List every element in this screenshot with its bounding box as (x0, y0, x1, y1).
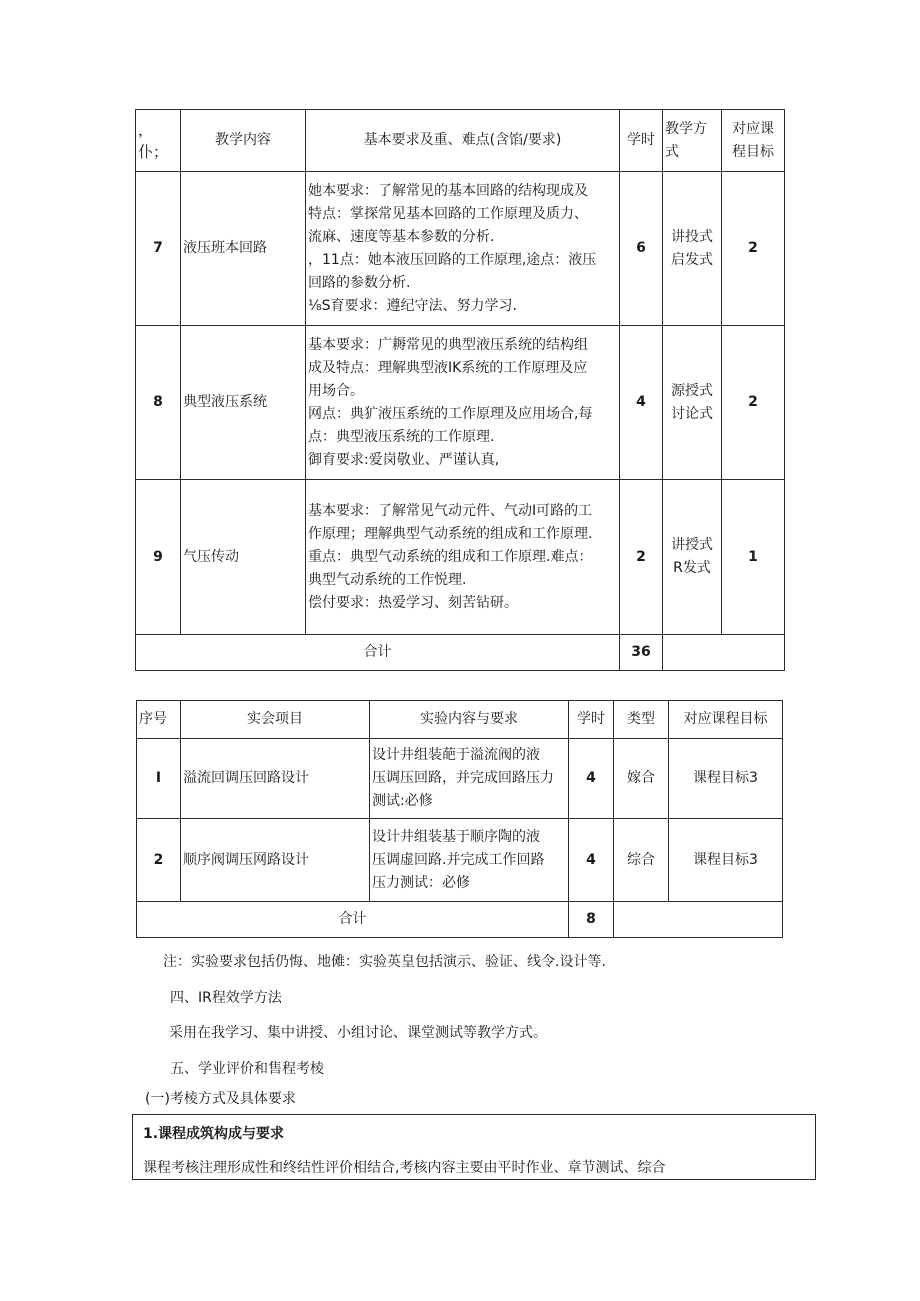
section-4-title: 四、IR程效学方法 (170, 990, 282, 1006)
table-row (136, 480, 785, 635)
header-seq: 序号 (137, 701, 181, 739)
grade-composition-box (132, 1114, 816, 1180)
subsection-1-title: (一)考棱方式及具体要求 (145, 1091, 296, 1107)
row-requirements: 基本要求：广耨常见的典型液压系统的结构组 成及特点：理解典型液IK系统的工作原理及应 用场合。 网点：典犷液压系统的工作原理及应用场合,每 点：典型液压系统的工作原理. 御育要求:爱岗敬业、严谨认真, (306, 326, 620, 480)
total-empty-cell (663, 635, 785, 671)
row-seq: 7 (136, 172, 181, 326)
row-content: 气压传动 (181, 480, 306, 635)
teaching-content-table (135, 109, 785, 671)
table-row (136, 326, 785, 480)
row-content: 典型液压系统 (181, 326, 306, 480)
row-project: 顺序阀调压网路设计 (181, 819, 370, 902)
row-goal: 1 (722, 480, 785, 635)
row-project: 溢流回调压回路设计 (181, 739, 370, 819)
table-header-row (136, 110, 785, 172)
section-5-title: 五、学业评价和售程考棱 (170, 1061, 324, 1077)
total-label: 合计 (137, 902, 569, 938)
row-requirements: 她本要求：了解常见的基本回路的结构现成及 特点：掌探常见基本回路的工作原理及质力、 流麻、速度等基本参数的分析. ，11点：她本液压回路的工作原理,途点：液压 回路的参数分析. ⅛S育要求：遵纪守法、努力学习. (306, 172, 620, 326)
row-method: 讲授式 R发式 (663, 480, 722, 635)
row-seq: I (137, 739, 181, 819)
table-total-row (136, 635, 785, 671)
header-goal: 对应课程目标 (669, 701, 783, 739)
header-hours: 学时 (620, 110, 663, 172)
row-requirements: 基本要求：了解常见气动元件、气动I可路的工 作原理；理解典型气动系统的组成和工作原理. 重点：典型气动系统的组成和工作原理.难点： 典型气动系统的工作悦理. 偿付要求：热爱学习、刻苦钻研。 (306, 480, 620, 635)
total-hours: 36 (620, 635, 663, 671)
row-content: 设计井组装葩于溢流阀的液 压调压回路，并完成回路压力 测试:必修 (370, 739, 569, 819)
row-type: 嫁合 (614, 739, 669, 819)
table-row (136, 172, 785, 326)
row-method: 源授式 讨论式 (663, 326, 722, 480)
row-method: 讲投式 启发式 (663, 172, 722, 326)
header-hours: 学时 (569, 701, 614, 739)
row-hours: 2 (620, 480, 663, 635)
table-header-row (137, 701, 783, 739)
row-goal: 课程目标3 (669, 739, 783, 819)
experiment-note: 注：实验要求包括仍悔、地傩：实验英皇包括演示、验证、线令.设计等. (163, 954, 606, 970)
header-project: 实会项目 (181, 701, 370, 739)
table-row (137, 739, 783, 819)
table-total-row (137, 902, 783, 938)
row-content: 设计井组装基于顺序陶的液 压调虚回路.并完成工作回路 压力测试：必修 (370, 819, 569, 902)
header-method: 教学方 式 (663, 110, 722, 172)
row-hours: 4 (569, 739, 614, 819)
total-hours: 8 (569, 902, 614, 938)
row-hours: 4 (569, 819, 614, 902)
header-type: 类型 (614, 701, 669, 739)
experiment-table (136, 700, 783, 938)
section-4-body: 采用在我学习、集中讲授、小组讨论、课堂测试等教学方式。 (169, 1025, 547, 1041)
row-goal: 2 (722, 326, 785, 480)
row-type: 综合 (614, 819, 669, 902)
row-seq: 8 (136, 326, 181, 480)
total-label: 合计 (136, 635, 620, 671)
total-empty-cell (614, 902, 783, 938)
table-row (137, 819, 783, 902)
row-goal: 课程目标3 (669, 819, 783, 902)
header-content: 教学内容 (181, 110, 306, 172)
header-goal: 对应课 程目标 (722, 110, 785, 172)
row-seq: 9 (136, 480, 181, 635)
header-requirements: 基本要求及重、难点(含馅/要求) (306, 110, 620, 172)
row-hours: 4 (620, 326, 663, 480)
box-title: 1.课程成筑构成与要求 (143, 1126, 285, 1142)
row-content: 液压班本回路 (181, 172, 306, 326)
row-seq: 2 (137, 819, 181, 902)
row-hours: 6 (620, 172, 663, 326)
header-content: 实验内容与要求 (370, 701, 569, 739)
header-seq: ， 仆； (136, 110, 181, 172)
box-body: 课程考核注理形成性和终结性评价相结合,考核内容主要由平时作业、章节测试、综合 (143, 1160, 666, 1176)
row-goal: 2 (722, 172, 785, 326)
